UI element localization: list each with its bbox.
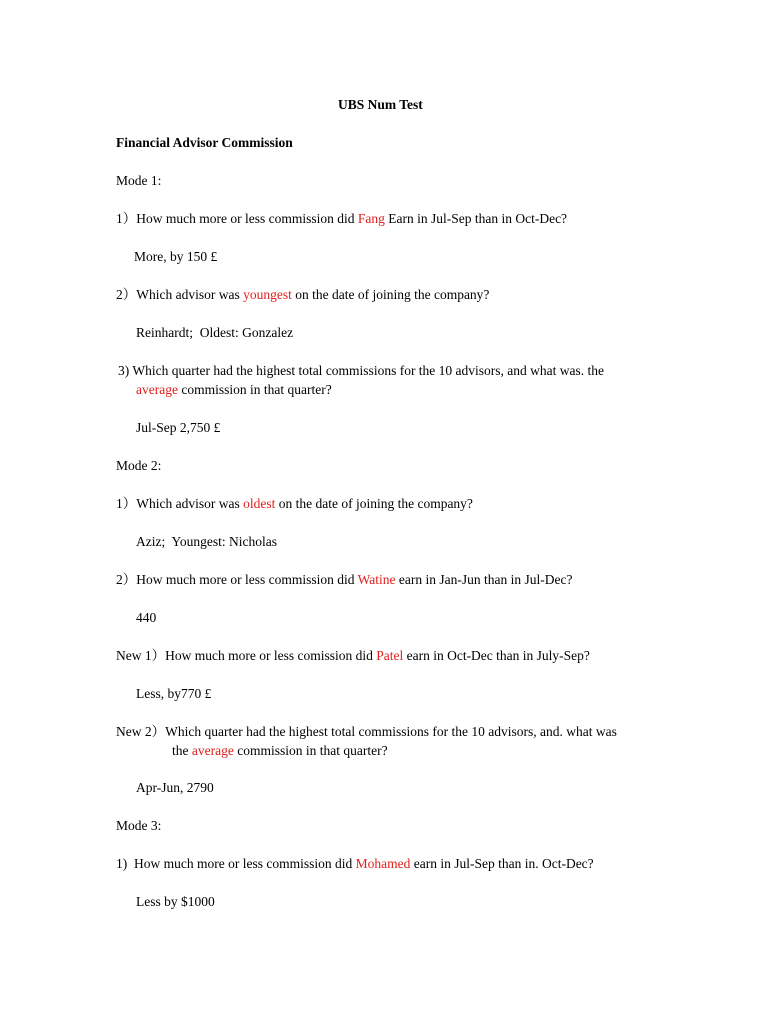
mode1-heading: Mode 1:	[116, 173, 162, 188]
mode3-heading: Mode 3:	[116, 818, 162, 833]
mode2-new-question-2-line2: the average commission in that quarter?	[172, 743, 388, 758]
highlight-word: Fang	[357, 211, 385, 226]
mode1-question-3-line2: average commission in that quarter?	[136, 382, 332, 397]
document-subtitle: Financial Advisor Commission	[116, 135, 293, 150]
mode2-new-question-1: New 1）How much more or less comission did Patel earn in Oct-Dec than in July-Sep?	[116, 648, 590, 663]
mode2-new-answer-1: Less, by770 £	[136, 686, 212, 701]
highlight-word: oldest	[243, 496, 276, 511]
mode2-answer-1: Aziz; Youngest: Nicholas	[136, 534, 277, 549]
highlight-word: youngest	[243, 287, 292, 302]
mode1-question-1: 1）How much more or less commission did Fang Earn in Jul-Sep than in Oct-Dec?	[116, 211, 568, 226]
highlight-word: average	[136, 382, 178, 397]
mode2-question-1: 1）Which advisor was oldest on the date of joining the company?	[116, 496, 473, 511]
mode3-question-1: 1) How much more or less commission did Mohamed earn in Jul-Sep than in. Oct-Dec?	[116, 856, 594, 871]
mode2-new-answer-2: Apr-Jun, 2790	[136, 780, 214, 795]
highlight-word: Patel	[376, 648, 404, 663]
mode2-question-2: 2）How much more or less commission did Watine earn in Jan-Jun than in Jul-Dec?	[116, 572, 573, 587]
document-title: UBS Num Test	[338, 97, 423, 112]
mode1-question-3-line1: 3) Which quarter had the highest total commissions for the 10 advisors, and what was. the	[118, 363, 605, 378]
highlight-word: average	[191, 743, 234, 758]
mode1-question-2: 2）Which advisor was youngest on the date of joining the company?	[116, 287, 490, 302]
mode2-new-question-2-line1: New 2）Which quarter had the highest total commissions for the 10 advisors, and. what was	[116, 724, 617, 739]
highlight-word: Mohamed	[355, 856, 411, 871]
mode2-answer-2: 440	[136, 610, 157, 625]
mode2-heading: Mode 2:	[116, 458, 162, 473]
mode1-answer-1: More, by 150 £	[134, 249, 218, 264]
mode1-answer-2: Reinhardt; Oldest: Gonzalez	[136, 325, 294, 340]
mode3-answer-1: Less by $1000	[136, 894, 215, 909]
highlight-word: Watine	[357, 572, 396, 587]
mode1-answer-3: Jul-Sep 2,750 £	[136, 420, 221, 435]
